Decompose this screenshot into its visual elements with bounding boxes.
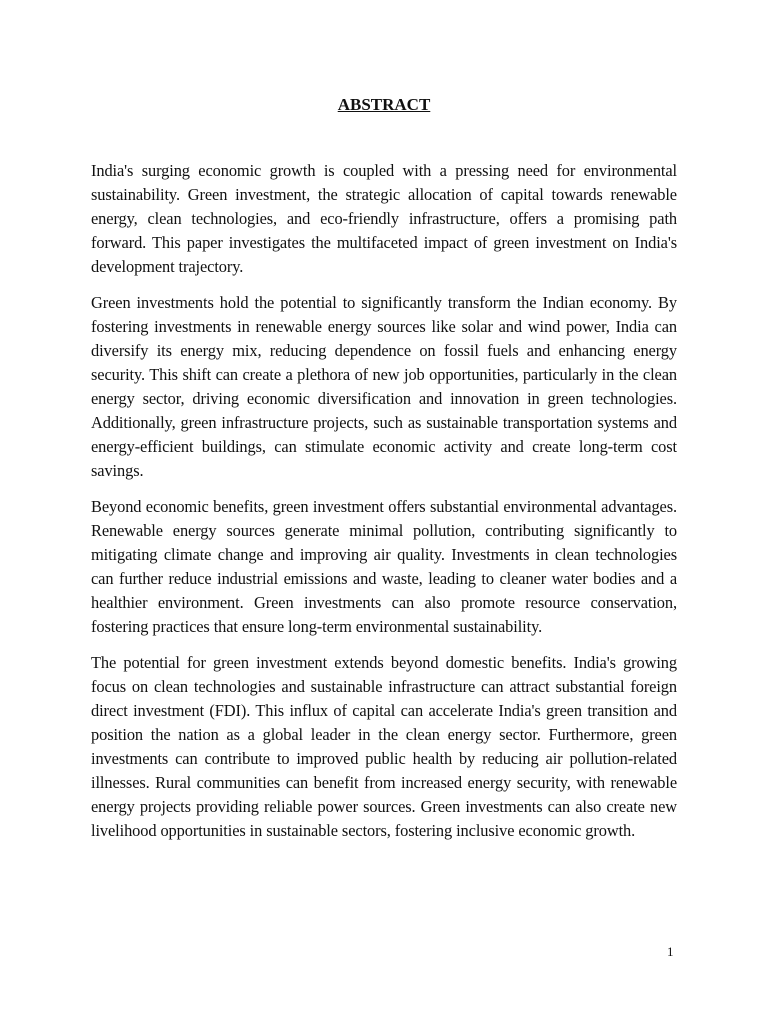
paragraph-4: The potential for green investment extends beyond domestic benefits. India's growing focus on clean technologies and sustainable infrastructure can attract substantial foreign direct investment (FDI). This influx of capital can accelerate India's green transition and position the nation as a global leader in the clean energy sector. Furthermore, green investments can contribute to improved public health by reducing air pollution-related illnesses. Rural communities can benefit from increased energy security, with renewable energy projects providing reliable power sources. Green investments can also create new livelihood opportunities in sustainable sectors, fostering inclusive economic growth. [91,653,677,840]
paragraph-1: India's surging economic growth is coupled with a pressing need for environmental sustainability. Green investment, the strategic allocation of capital towards renewable energy, clean technologies, and eco-friendly infrastructure, offers a promising path forward. This paper investigates the multifaceted impact of green investment on India's development trajectory. [91,161,677,276]
abstract-body [91,159,677,855]
paragraph-3: Beyond economic benefits, green investment offers substantial environmental advantages. Renewable energy sources generate minimal pollution, contributing significantly to mitigating climate change and improving air quality. Investments in clean technologies can further reduce industrial emissions and waste, leading to cleaner water bodies and a healthier environment. Green investments can also promote resource conservation, fostering practices that ensure long-term environmental sustainability. [91,497,677,636]
page-number: 1 [667,944,674,959]
page-title: ABSTRACT [337,95,431,114]
paragraph-2: Green investments hold the potential to significantly transform the Indian economy. By fostering investments in renewable energy sources like solar and wind power, India can diversify its energy mix, reducing dependence on fossil fuels and enhancing energy security. This shift can create a plethora of new job opportunities, particularly in the clean energy sector, driving economic diversification and innovation in green technologies. Additionally, green infrastructure projects, such as sustainable transportation systems and energy-efficient buildings, can stimulate economic activity and create long-term cost savings. [91,293,677,480]
